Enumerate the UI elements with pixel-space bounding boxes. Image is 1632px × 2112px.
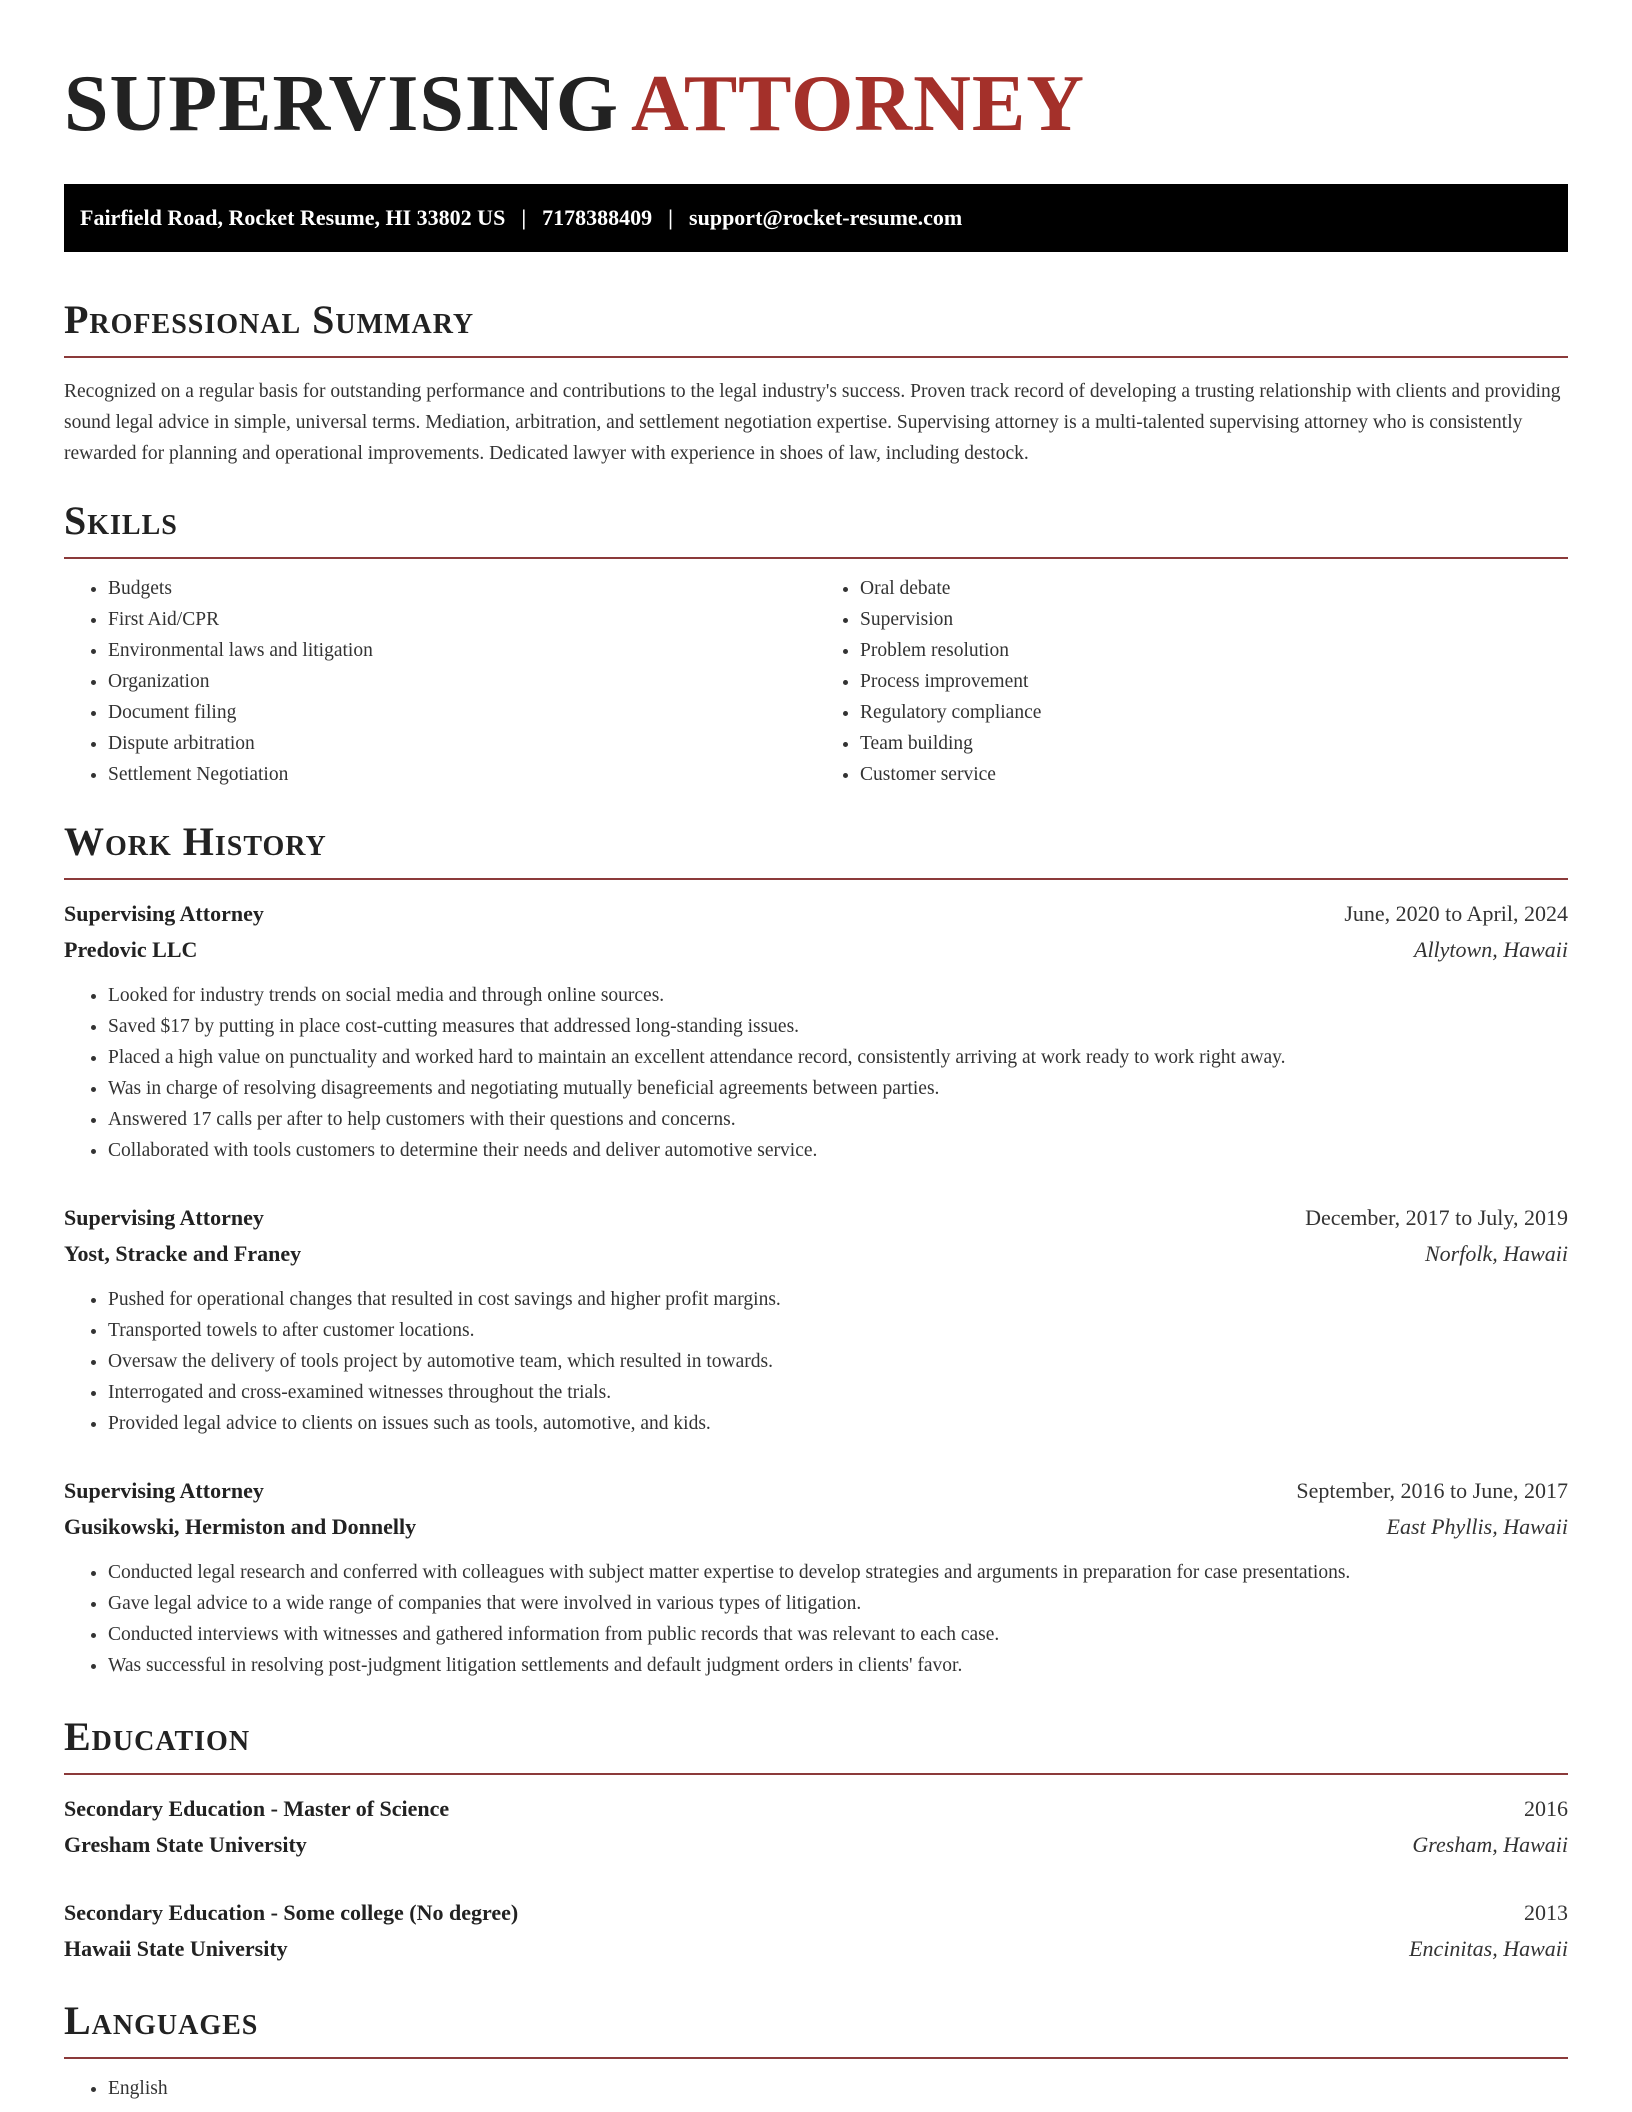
job-company-row — [64, 932, 1568, 968]
education-header-row — [64, 1895, 1568, 1931]
section-divider — [64, 2057, 1568, 2059]
contact-bar — [64, 184, 1568, 252]
education-degree: Secondary Education - Master of Science — [64, 1796, 450, 1821]
education-school: Hawaii State University — [64, 1936, 288, 1961]
education-entry — [64, 1895, 1568, 1967]
education-entry — [64, 1791, 1568, 1863]
contact-separator: | — [521, 205, 527, 230]
education-year: 2013 — [1524, 1900, 1568, 1925]
skill-item: • Customer service — [860, 759, 1568, 790]
section-divider — [64, 1773, 1568, 1775]
skill-item: • Process improvement — [860, 666, 1568, 697]
section-title-skills: Skills — [64, 498, 178, 543]
section-divider — [64, 557, 1568, 559]
job-dates: September, 2016 to June, 2017 — [1296, 1478, 1568, 1503]
languages-list — [64, 2073, 1568, 2104]
skills-column-right — [816, 573, 1568, 790]
skill-item: • Regulatory compliance — [860, 697, 1568, 728]
job-bullets — [64, 1284, 1568, 1439]
job-bullet: • Oversaw the delivery of tools project by automotive team, which resulted in towards. — [108, 1346, 1568, 1377]
contact-address: Fairfield Road, Rocket Resume, HI 33802 US — [80, 205, 506, 230]
skill-item: • Problem resolution — [860, 635, 1568, 666]
job-location: East Phyllis, Hawaii — [1386, 1514, 1568, 1539]
job-dates: December, 2017 to July, 2019 — [1305, 1205, 1568, 1230]
first-name: SUPERVISING — [64, 60, 619, 148]
contact-email[interactable]: support@rocket-resume.com — [689, 205, 963, 230]
job-title: Supervising Attorney — [64, 901, 264, 926]
skill-item: • Dispute arbitration — [108, 728, 816, 759]
job-bullet: • Interrogated and cross-examined witnesses throughout the trials. — [108, 1377, 1568, 1408]
job-bullet: • Was in charge of resolving disagreements and negotiating mutually beneficial agreements between parties. — [108, 1073, 1568, 1104]
skills-grid — [64, 573, 1568, 790]
education-year: 2016 — [1524, 1796, 1568, 1821]
education-location: Encinitas, Hawaii — [1409, 1936, 1568, 1961]
job-header-row — [64, 1473, 1568, 1509]
job-bullet: • Looked for industry trends on social media and through online sources. — [108, 980, 1568, 1011]
job-title: Supervising Attorney — [64, 1205, 264, 1230]
job-bullet: • Was successful in resolving post-judgment litigation settlements and default judgment orders in clients' favor. — [108, 1650, 1568, 1681]
job-bullets — [64, 1557, 1568, 1681]
job-company: Predovic LLC — [64, 937, 198, 962]
section-divider — [64, 878, 1568, 880]
skills-list-right — [816, 573, 1568, 790]
job-company-row — [64, 1236, 1568, 1272]
education-list — [64, 1791, 1568, 1967]
job-title: Supervising Attorney — [64, 1478, 264, 1503]
contact-separator: | — [668, 205, 674, 230]
job-bullet: • Saved $17 by putting in place cost-cutting measures that addressed long-standing issues. — [108, 1011, 1568, 1042]
education-degree: Secondary Education - Some college (No degree) — [64, 1900, 519, 1925]
job-entry — [64, 896, 1568, 1166]
job-dates: June, 2020 to April, 2024 — [1344, 901, 1568, 926]
skills-section — [64, 499, 1568, 790]
skill-item: • Supervision — [860, 604, 1568, 635]
languages-section — [64, 1999, 1568, 2104]
job-entry — [64, 1200, 1568, 1439]
job-company: Gusikowski, Hermiston and Donnelly — [64, 1514, 417, 1539]
section-title-summary: Professional Summary — [64, 297, 475, 342]
job-bullets — [64, 980, 1568, 1166]
job-location: Norfolk, Hawaii — [1424, 1241, 1568, 1266]
skill-item: • Document filing — [108, 697, 816, 728]
job-bullet: • Conducted legal research and conferred with colleagues with subject matter expertise to develop strategies and arguments in preparation for case presentations. — [108, 1557, 1568, 1588]
summary-text: Recognized on a regular basis for outstanding performance and contributions to the legal industry's success. Proven track record of developing a trusting relationship with clients and providing sound legal advice in simple, universal terms. Mediation, arbitration, and settlement negotiation expertise. Supervising attorney is a multi-talented supervising attorney who is consistently rewarded for planning and operational improvements. Dedicated lawyer with experience in shoes of law, including destock. — [64, 381, 1561, 464]
job-bullet: • Gave legal advice to a wide range of companies that were involved in various types of litigation. — [108, 1588, 1568, 1619]
job-header-row — [64, 1200, 1568, 1236]
job-bullet: • Placed a high value on punctuality and worked hard to maintain an excellent attendance record, consistently arriving at work ready to work right away. — [108, 1042, 1568, 1073]
education-school-row — [64, 1827, 1568, 1863]
skills-list-left — [64, 573, 816, 790]
section-title-languages: Languages — [64, 1998, 259, 2043]
work-history-section — [64, 820, 1568, 1681]
job-bullet: • Transported towels to after customer locations. — [108, 1315, 1568, 1346]
job-bullet: • Collaborated with tools customers to determine their needs and deliver automotive service. — [108, 1135, 1568, 1166]
last-name: ATTORNEY — [630, 60, 1085, 148]
job-company-row — [64, 1509, 1568, 1545]
skill-item: • First Aid/CPR — [108, 604, 816, 635]
skill-item: • Organization — [108, 666, 816, 697]
education-school: Gresham State University — [64, 1832, 307, 1857]
education-location: Gresham, Hawaii — [1412, 1832, 1568, 1857]
job-bullet: • Answered 17 calls per after to help customers with their questions and concerns. — [108, 1104, 1568, 1135]
jobs-list — [64, 896, 1568, 1681]
skills-column-left — [64, 573, 816, 790]
skill-item: • Oral debate — [860, 573, 1568, 604]
skill-item: • Environmental laws and litigation — [108, 635, 816, 666]
job-location: Allytown, Hawaii — [1414, 937, 1568, 962]
job-bullet: • Provided legal advice to clients on issues such as tools, automotive, and kids. — [108, 1408, 1568, 1439]
resume-name — [64, 0, 1568, 150]
section-divider — [64, 356, 1568, 358]
skill-item: • Team building — [860, 728, 1568, 759]
education-school-row — [64, 1931, 1568, 1967]
section-title-education: Education — [64, 1714, 251, 1759]
education-section — [64, 1715, 1568, 1967]
job-entry — [64, 1473, 1568, 1681]
language-item: • English — [108, 2073, 1568, 2104]
job-bullet: • Conducted interviews with witnesses and gathered information from public records that was relevant to each case. — [108, 1619, 1568, 1650]
contact-phone: 7178388409 — [542, 205, 653, 230]
skill-item: • Settlement Negotiation — [108, 759, 816, 790]
job-header-row — [64, 896, 1568, 932]
education-header-row — [64, 1791, 1568, 1827]
section-title-work-history: Work History — [64, 819, 327, 864]
job-company: Yost, Stracke and Franey — [64, 1241, 302, 1266]
summary-section — [64, 298, 1568, 469]
skill-item: • Budgets — [108, 573, 816, 604]
job-bullet: • Pushed for operational changes that resulted in cost savings and higher profit margins. — [108, 1284, 1568, 1315]
